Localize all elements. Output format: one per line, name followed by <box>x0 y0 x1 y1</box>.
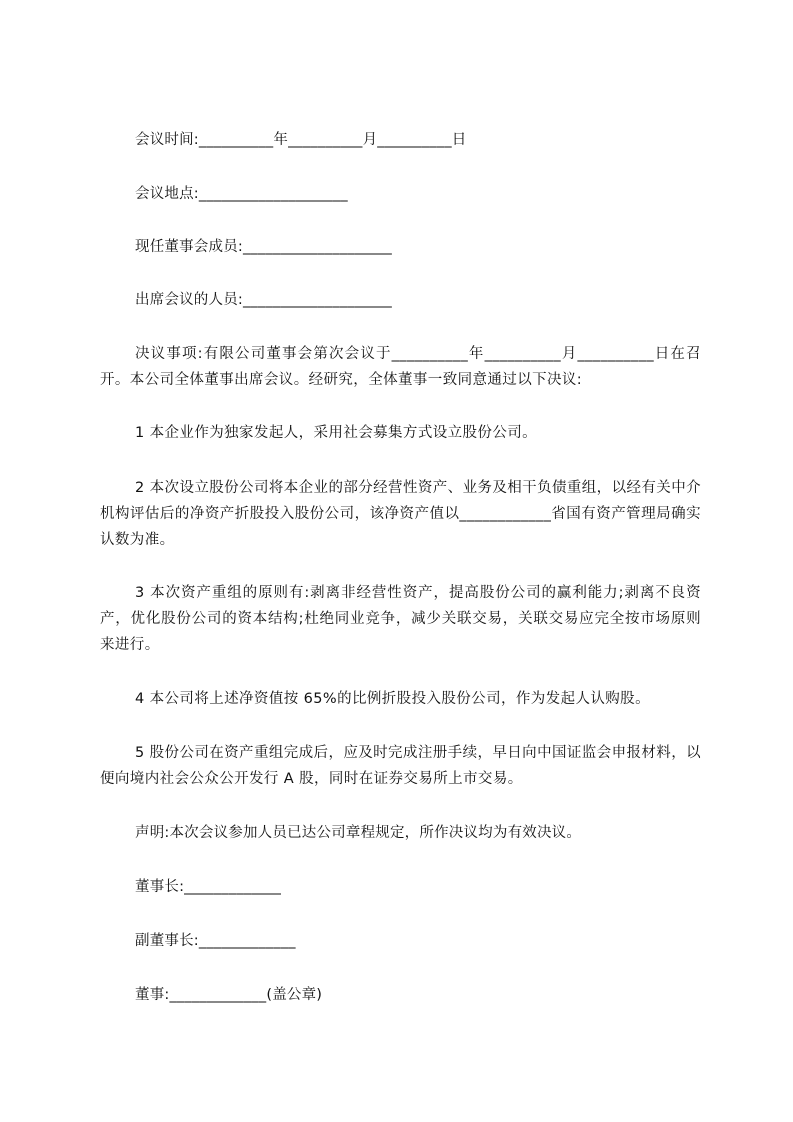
resolution-item-3: 3 本次资产重组的原则有:剥离非经营性资产，提高股份公司的赢利能力;剥离不良资产，优化股份公司的资本结构;杜绝同业竞争，减少关联交易，关联交易应完全按市场原则来进行。 <box>100 585 701 653</box>
current-members: 现任董事会成员:____________________ <box>135 239 392 255</box>
resolution-item-1: 1 本企业作为独家发起人，采用社会募集方式设立股份公司。 <box>135 425 538 441</box>
meeting-time: 会议时间:__________年__________月__________日 <box>135 132 467 148</box>
vice-chairman-signature: 副董事长:_____________ <box>135 933 296 949</box>
resolution-item-5: 5 股份公司在资产重组完成后，应及时完成注册手续，早日向中国证监会申报材料，以便向境内社会公众公开发行 A 股，同时在证券交易所上市交易。 <box>100 745 701 787</box>
director-signature: 董事:_____________(盖公章) <box>135 987 323 1003</box>
statement: 声明:本次会议参加人员已达公司章程规定，所作决议均为有效决议。 <box>135 825 582 841</box>
attendees: 出席会议的人员:____________________ <box>135 292 392 308</box>
chairman-signature: 董事长:_____________ <box>135 879 282 895</box>
resolution-item-2: 2 本次设立股份公司将本企业的部分经营性资产、业务及相干负债重组，以经有关中介机构评估后的净资产折股投入股份公司，该净资产值以____________省国有资产管理局确实认数为准。 <box>100 480 701 548</box>
resolution-item-4: 4 本公司将上述净资值按 65%的比例折股投入股份公司，作为发起人认购股。 <box>135 691 650 707</box>
resolution-intro: 决议事项:有限公司董事会第次会议于__________年__________月__________日在召开。本公司全体董事出席会议。经研究，全体董事一致同意通过以下决议: <box>100 346 701 388</box>
meeting-place: 会议地点:____________________ <box>135 186 348 202</box>
